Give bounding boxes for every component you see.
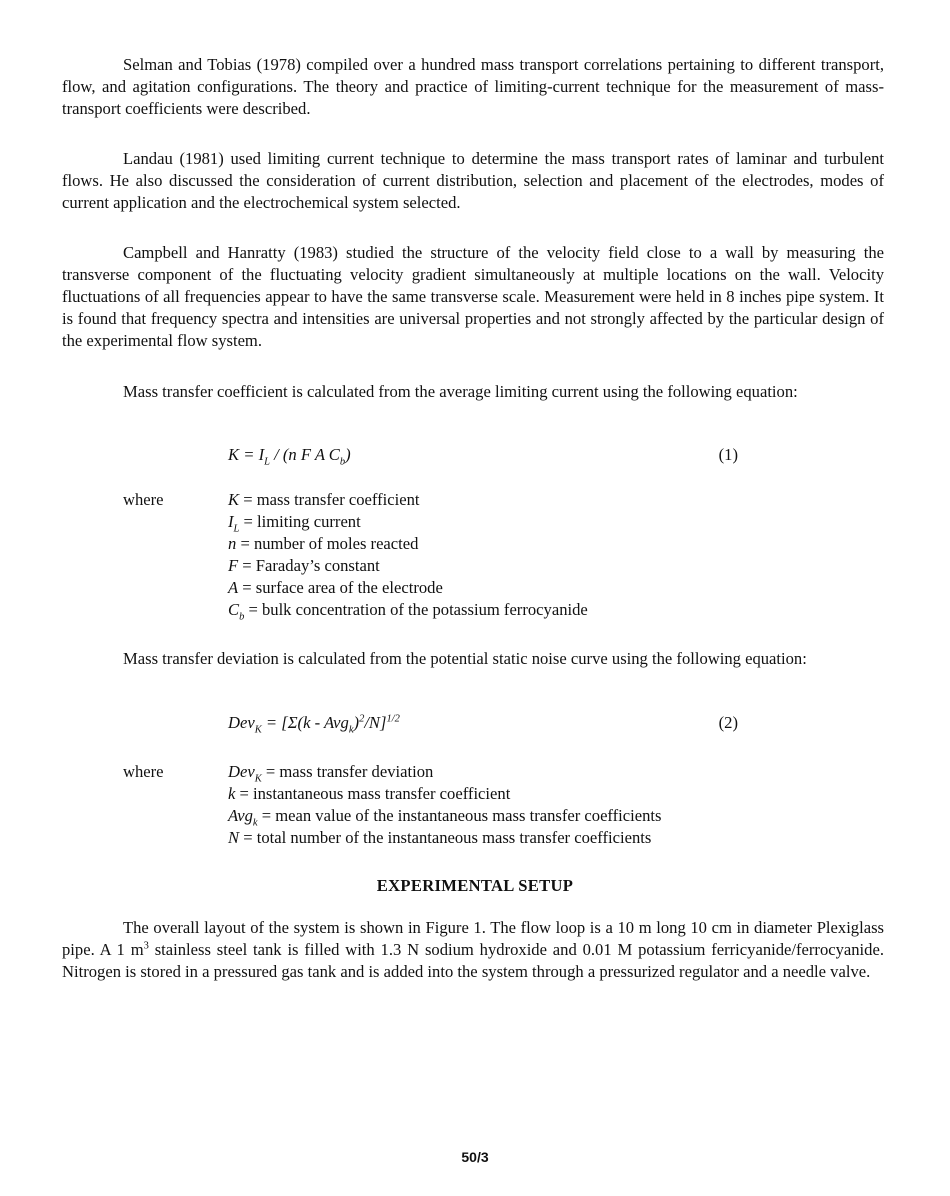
paragraph-mass-transfer-deviation: Mass transfer deviation is calculated from the potential static noise curve using the following equation: [123,649,807,668]
definition-symbol: F [228,556,239,575]
definition-item [228,511,588,533]
definition-item [228,783,662,805]
definition-item [228,827,662,849]
eq2-equals: = [261,713,282,732]
definition-item [228,489,588,511]
paragraph-mass-transfer-coefficient: Mass transfer coefficient is calculated from the average limiting current using the following equation: [123,382,798,401]
eq2-square: 2 [359,713,365,725]
eq1-close: ) [345,445,351,464]
equation-2 [228,712,738,736]
definition-description: = limiting current [239,512,361,531]
definition-symbol: N [228,828,240,847]
equation-2-number: (2) [718,713,738,732]
definition-item [228,805,662,827]
definition-list-1 [228,489,588,621]
definition-symbol-subscript: k [252,817,258,829]
definition-symbol: n [228,534,237,553]
eq2-div: /N] [364,713,387,732]
eq1-current-sub: L [264,456,270,468]
definition-item [228,533,588,555]
definition-item [228,555,588,577]
eq1-lhs: K [228,445,240,464]
definition-symbol: A [228,578,239,597]
paragraph-selman-tobias: Selman and Tobias (1978) compiled over a hundred mass transport correlations pertaining to different transport, flow, and agitation configurations. The theory and practice of limiting-current technique for the measurement of mass-transport coefficients were described. [62,55,884,118]
definition-description: = bulk concentration of the potassium ferrocyanide [244,600,588,619]
definition-description: = surface area of the electrode [238,578,443,597]
eq2-root: 1/2 [386,713,400,725]
eq2-lhs-sub: K [254,724,262,736]
eq2-body: [Σ(k - Avg [281,713,349,732]
definition-description: = number of moles reacted [236,534,419,553]
setup-text-part1: The overall layout of the system is shown in Figure 1. The flow loop is a 10 m long 10 cm in diameter Plexiglass pipe. A 1 m [62,918,884,959]
definition-description: = mean value of the instantaneous mass transfer coefficients [257,806,662,825]
definition-symbol: C [228,600,240,619]
definition-item [228,599,588,621]
where-label-2: where [123,762,164,781]
eq2-body-sub: k [348,724,354,736]
eq1-current: I [258,445,265,464]
setup-text-part2: stainless steel tank is filled with 1.3 N sodium hydroxide and 0.01 M potassium ferricyanide/ferrocyanide. Nitrogen is stored in a pressured gas tank and is added into the system through a pressurized regulator and a needle valve. [62,940,884,981]
paragraph-campbell-hanratty: Campbell and Hanratty (1983) studied the structure of the velocity field close to a wall by measuring the transverse component of the fluctuating velocity gradient simultaneously at multiple locations on the wall. Velocity fluctuations of all frequencies appear to have the same transverse scale. Measurement were held in 8 inches pipe system. It is found that frequency spectra and intensities are universal properties and not strongly affected by the particular design of the experimental flow system. [62,243,884,350]
definition-symbol: Dev [228,762,255,781]
eq1-conc-sub: b [339,456,346,468]
setup-cubic-superscript: 3 [143,940,149,952]
definition-description: = mass transfer deviation [261,762,434,781]
definition-list-2 [228,761,662,849]
paragraph-landau: Landau (1981) used limiting current technique to determine the mass transport rates of laminar and turbulent flows. He also discussed the consideration of current distribution, selection and placement of the electrodes, modes of current application and the electrochemical system selected. [62,149,884,212]
where-label-1: where [123,490,164,509]
definition-symbol-subscript: b [239,611,245,623]
equation-1-number: (1) [718,445,738,464]
section-heading: EXPERIMENTAL SETUP [376,876,574,895]
page-number: 50/3 [461,1149,489,1165]
definition-item [228,761,662,783]
eq2-paren: ) [353,713,360,732]
paragraph-experimental-setup [62,917,884,983]
definition-symbol: k [228,784,236,803]
definition-description: = instantaneous mass transfer coefficient [235,784,511,803]
definition-description: = Faraday’s constant [238,556,380,575]
definition-symbol: K [228,490,240,509]
equation-1 [228,444,738,468]
definition-symbol: Avg [228,806,253,825]
eq2-lhs: Dev [228,713,255,732]
definition-item [228,577,588,599]
definition-description: = mass transfer coefficient [239,490,420,509]
eq1-equals: = [239,445,259,464]
definition-symbol-subscript: K [254,773,262,785]
eq1-middle: / (n F A C [269,445,340,464]
definition-symbol-subscript: L [233,523,240,535]
definition-symbol: I [228,512,234,531]
definition-description: = total number of the instantaneous mass transfer coefficients [239,828,652,847]
